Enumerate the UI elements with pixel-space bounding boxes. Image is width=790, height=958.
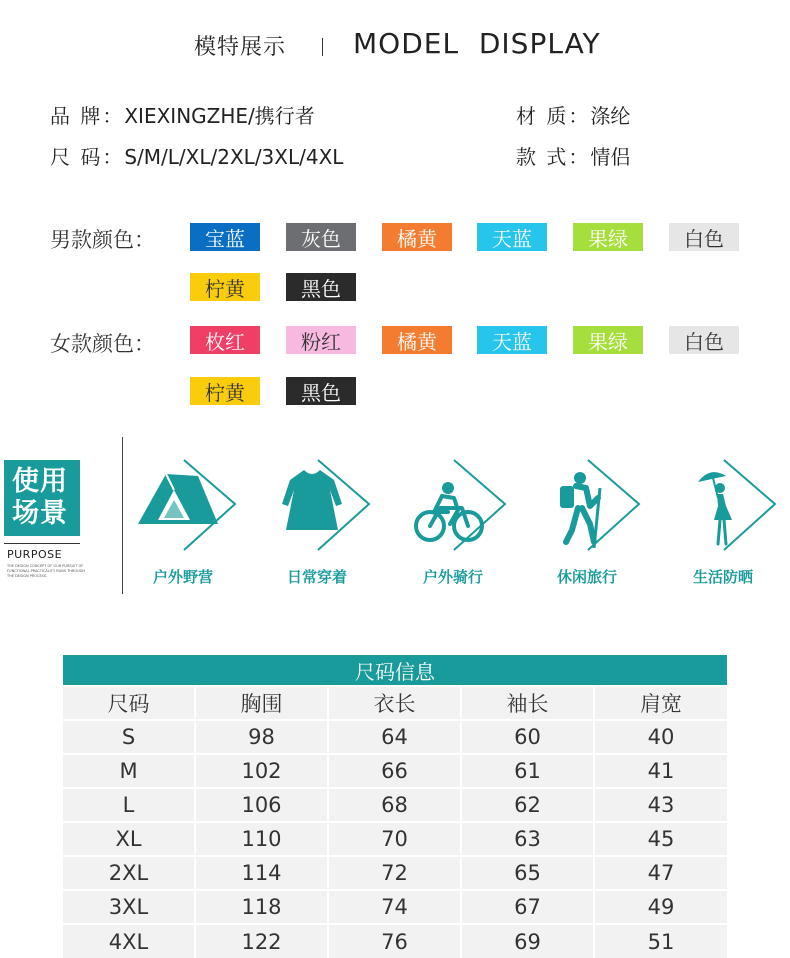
scene-cycling (398, 458, 508, 588)
table-cell: 102 (195, 754, 328, 788)
table-cell: 47 (594, 856, 727, 890)
men-swatch: 白色 (669, 223, 739, 251)
column-header: 胸围 (195, 686, 328, 720)
women-colors-label: 女款颜色： (50, 332, 155, 356)
scene-travel (532, 458, 642, 588)
table-cell: 110 (195, 822, 328, 856)
women-swatch: 天蓝 (477, 326, 547, 354)
column-header: 尺码 (63, 686, 195, 720)
page-header (0, 28, 790, 64)
scene-label: 户外骑行 (422, 568, 483, 586)
size-table-body (63, 686, 727, 958)
table-row (63, 720, 727, 754)
column-header: 衣长 (328, 686, 461, 720)
men-swatch: 灰色 (286, 223, 356, 251)
table-cell: 69 (461, 924, 594, 958)
column-header: 袖长 (461, 686, 594, 720)
size-table-caption: 尺码信息 (63, 655, 727, 686)
table-cell: S (63, 720, 195, 754)
table-cell: 114 (195, 856, 328, 890)
page-title-en: MODEL DISPLAY (353, 27, 601, 60)
table-cell: 74 (328, 890, 461, 924)
men-swatch: 宝蓝 (190, 223, 260, 251)
style-info (516, 141, 630, 170)
table-cell: 63 (461, 822, 594, 856)
table-cell: 4XL (63, 924, 195, 958)
table-cell: 98 (195, 720, 328, 754)
table-row (63, 822, 727, 856)
size-label: 尺 码： (50, 145, 125, 169)
women-swatch: 黑色 (286, 377, 356, 405)
usage-vertical-divider (122, 437, 123, 594)
table-cell: 51 (594, 924, 727, 958)
material-info (516, 100, 630, 129)
women-swatch: 粉红 (286, 326, 356, 354)
style-value: 情侣 (590, 145, 631, 169)
table-cell: 76 (328, 924, 461, 958)
brand-label: 品 牌： (50, 104, 125, 128)
table-cell: 65 (461, 856, 594, 890)
table-cell: 61 (461, 754, 594, 788)
table-cell: 43 (594, 788, 727, 822)
usage-divider (4, 543, 80, 544)
table-cell: 64 (328, 720, 461, 754)
table-cell: 68 (328, 788, 461, 822)
table-cell: 66 (328, 754, 461, 788)
scene-camping (128, 458, 238, 588)
table-cell: 70 (328, 822, 461, 856)
umbrella-woman-icon (668, 458, 778, 558)
dress-icon (262, 458, 372, 558)
size-value: S/M/L/XL/2XL/3XL/4XL (124, 145, 344, 169)
table-cell: M (63, 754, 195, 788)
size-table-header-row (63, 686, 727, 720)
table-cell: 41 (594, 754, 727, 788)
material-value: 涤纶 (590, 104, 631, 128)
table-cell: 122 (195, 924, 328, 958)
table-cell: 2XL (63, 856, 195, 890)
table-cell: L (63, 788, 195, 822)
women-swatch: 柠黄 (190, 377, 260, 405)
style-label: 款 式： (516, 145, 591, 169)
men-swatch: 柠黄 (190, 273, 260, 301)
size-table (63, 655, 727, 958)
table-cell: 45 (594, 822, 727, 856)
table-cell: 118 (195, 890, 328, 924)
scene-sun-protection (668, 458, 778, 588)
table-cell: 60 (461, 720, 594, 754)
men-swatch: 果绿 (573, 223, 643, 251)
table-cell: 40 (594, 720, 727, 754)
brand-value: XIEXINGZHE/携行者 (124, 104, 315, 128)
table-row (63, 890, 727, 924)
men-swatch: 黑色 (286, 273, 356, 301)
usage-title: 使用 场景 (12, 466, 68, 529)
women-swatch: 枚红 (190, 326, 260, 354)
scene-label: 生活防晒 (692, 568, 753, 586)
women-swatch: 果绿 (573, 326, 643, 354)
purpose-description: THE DESIGN CONCEPT OF OUR PURSUIT OF FUNCTIONAL PRACTICALITY RUNS THROUGH THE DESIGN PROCESS. (7, 564, 86, 578)
scene-label: 户外野营 (152, 568, 213, 586)
brand-info (50, 100, 315, 129)
men-swatch: 橘黄 (382, 223, 452, 251)
scene-daily-wear (262, 458, 372, 588)
tent-icon (128, 458, 238, 558)
table-cell: XL (63, 822, 195, 856)
scene-label: 休闲旅行 (556, 568, 617, 586)
women-swatch: 橘黄 (382, 326, 452, 354)
column-header: 肩宽 (594, 686, 727, 720)
table-row (63, 754, 727, 788)
hiker-icon (532, 458, 642, 558)
table-cell: 3XL (63, 890, 195, 924)
table-row (63, 856, 727, 890)
size-info (50, 141, 343, 170)
material-label: 材 质： (516, 104, 591, 128)
women-swatch: 白色 (669, 326, 739, 354)
table-row (63, 924, 727, 958)
title-divider (322, 38, 323, 56)
scene-label: 日常穿着 (286, 568, 347, 586)
table-cell: 49 (594, 890, 727, 924)
men-swatch: 天蓝 (477, 223, 547, 251)
table-cell: 62 (461, 788, 594, 822)
usage-title-box (4, 460, 80, 536)
page-title-cn: 模特展示 (194, 35, 287, 60)
table-cell: 106 (195, 788, 328, 822)
table-row (63, 788, 727, 822)
table-cell: 72 (328, 856, 461, 890)
cyclist-icon (398, 458, 508, 558)
men-colors-label: 男款颜色： (50, 228, 155, 252)
table-cell: 67 (461, 890, 594, 924)
purpose-label: PURPOSE (7, 548, 63, 561)
